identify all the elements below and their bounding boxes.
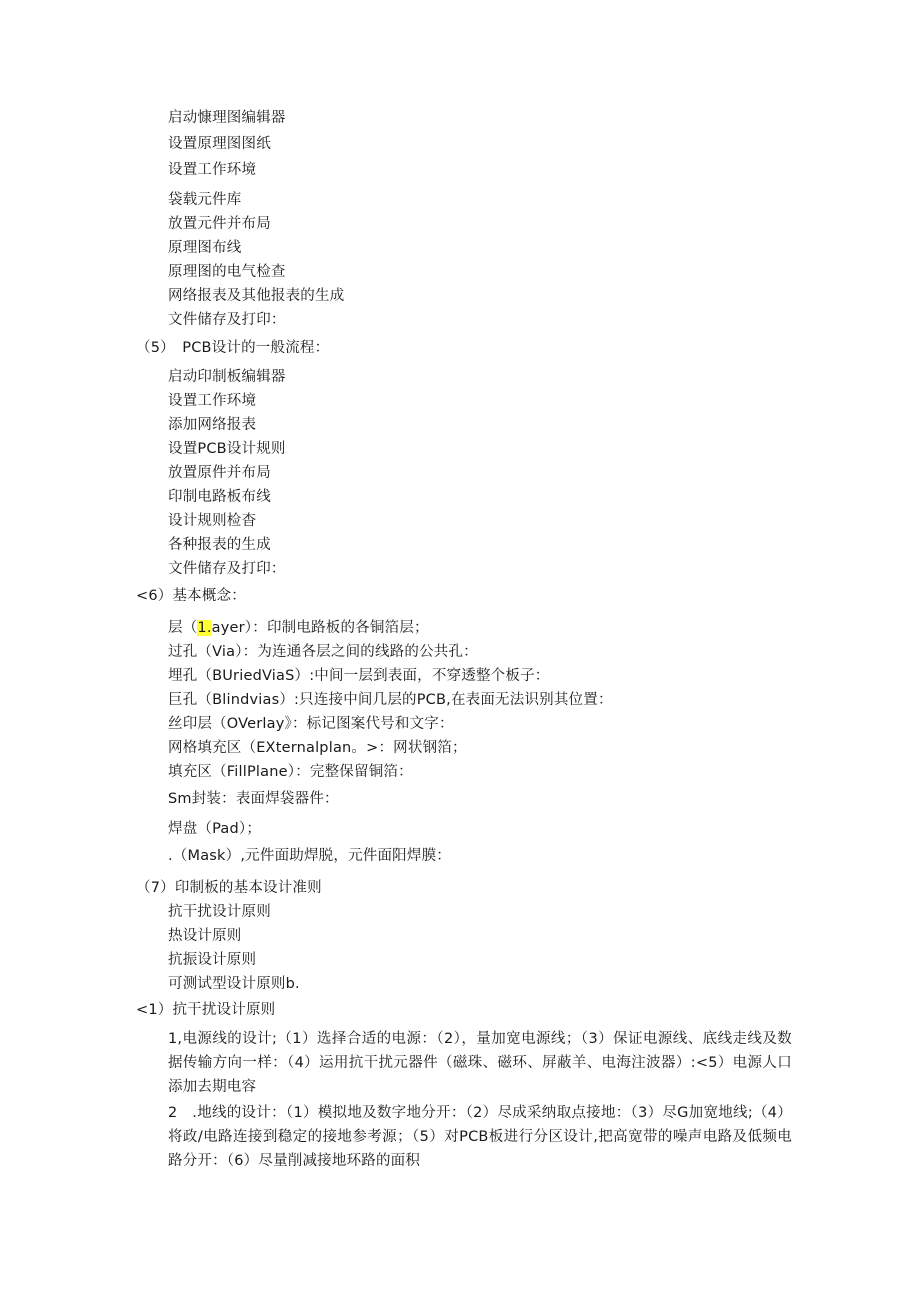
pcb-step: 设置PCB设计规则 [168,441,286,457]
design-principle-item: 抗干扰设计原则 [168,904,271,920]
concept-item: 埋孔（BUriedViaS）:中间一层到表面，不穿透整个板子： [168,668,550,684]
power-line-text: 1,电源线的设计;（1）选择合适的电源：（2），量加宽电源线；（3）保证电源线、底线走线及数据传输方向一样：（4）运用抗干扰元器件（磁珠、磁环、屏蔽羊、电海注波器）:<5）电源人口添加去期电容 [168,1031,792,1095]
schematic-step: 启动慷理图编辑器 [168,110,286,126]
design-principles-heading: （7）印制板的基本设计准则 [136,880,322,896]
schematic-step: 文件储存及打印： [168,312,286,328]
concept-layer [168,618,429,638]
concept-item: 巨孔（Blindvias）:只连接中间几层的PCB,在表面无法识别其位置： [168,692,613,708]
design-principle-item: 抗振设计原则 [168,952,257,968]
pcb-step: 设置工作环境 [168,393,257,409]
schematic-step: 设置原理图图纸 [168,136,271,152]
pcb-step: 启动印制板编辑器 [168,369,286,385]
concepts-heading: <6）基本概念： [136,588,246,604]
concept-item: 网格填充区（EXternalplan。>：网状钢箔； [168,740,467,756]
power-line-paragraph [136,1027,792,1099]
pcb-step: 放置原件并布局 [168,465,271,481]
concept-layer-suffix: ayer）：印制电路板的各铜箔层； [211,620,429,636]
highlighted-text: 1. [197,620,212,636]
concept-item: Sm封装：表面焊袋器件： [168,791,339,807]
schematic-step: 袋载元件库 [168,192,242,208]
schematic-step: 设置工作环境 [168,162,257,178]
design-principle-item: 热设计原则 [168,928,242,944]
pcb-step: 印制电路板布线 [168,489,271,505]
pcb-step: 文件储存及打印： [168,561,286,577]
concept-item: 丝印层（OVerlay》：标记图案代号和文字： [168,716,454,732]
anti-interference-heading: <1）抗干扰设计原则 [136,1002,276,1018]
pcb-step: 添加网络报表 [168,417,257,433]
pcb-flow-heading: （5） PCB设计的一般流程： [136,340,330,356]
schematic-step: 原理图布线 [168,240,242,256]
concept-layer-prefix: 层（ [168,620,198,636]
pcb-step: 各种报表的生成 [168,537,271,553]
ground-line-text: 2 .地线的设计：（1）模拟地及数字地分开：（2）尽成采纳取点接地：（3）尽G加宽地线;（4）将政/电路连接到稳定的接地参考源；（5）对PCB板进行分区设计,把高宽带的噪声电路及低频电路分开：（6）尽量削减接地环路的面积 [168,1105,792,1169]
concept-item: 过孔（Via）：为连通各层之间的线路的公共孔： [168,644,478,660]
schematic-step: 放置元件并布局 [168,216,271,232]
ground-line-paragraph [136,1101,792,1173]
concept-item: 焊盘（Pad）； [168,821,262,837]
schematic-step: 原理图的电气检查 [168,264,286,280]
design-principle-item: 可测试型设计原则b. [168,976,300,992]
pcb-step: 设计规则检杳 [168,513,257,529]
concept-item: .（Mask）,元件面助焊脱，元件面阳焊膜： [168,848,451,864]
schematic-step: 网络报表及其他报表的生成 [168,288,345,304]
concept-item: 填充区（FillPlane）：完整保留铜箔： [168,764,413,780]
